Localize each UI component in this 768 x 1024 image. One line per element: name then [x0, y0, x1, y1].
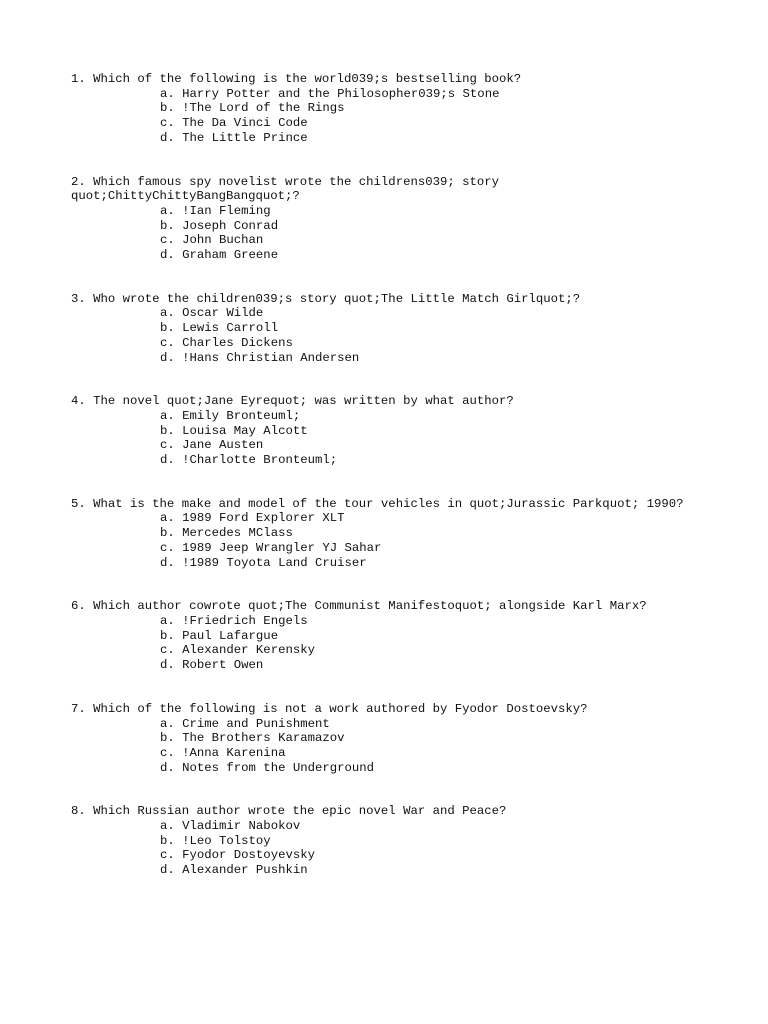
option-c: c. Jane Austen	[160, 438, 264, 453]
answer-options	[71, 717, 761, 776]
option-c: c. !Anna Karenina	[160, 745, 286, 760]
option-b: b. The Brothers Karamazov	[160, 731, 345, 746]
option-d: d. Alexander Pushkin	[160, 863, 308, 878]
question-6	[71, 599, 761, 673]
option-d: d. Robert Owen	[160, 658, 264, 673]
option-c: c. John Buchan	[160, 233, 264, 248]
question-1	[71, 72, 761, 146]
question-7	[71, 702, 761, 776]
answer-options	[71, 511, 761, 570]
option-b: b. !Leo Tolstoy	[160, 833, 271, 848]
option-a: a. !Friedrich Engels	[160, 613, 308, 628]
option-c: c. Alexander Kerensky	[160, 643, 315, 658]
question-3	[71, 292, 761, 366]
answer-options	[71, 87, 761, 146]
option-a: a. Crime and Punishment	[160, 716, 330, 731]
option-a: a. 1989 Ford Explorer XLT	[160, 511, 345, 526]
question-2	[71, 175, 761, 263]
option-a: a. Emily Bronteuml;	[160, 408, 301, 423]
option-c: c. Charles Dickens	[160, 335, 293, 350]
question-text: 1. Which of the following is the world039;s bestselling book?	[71, 72, 522, 86]
question-text: 4. The novel quot;Jane Eyrequot; was written by what author?	[71, 394, 514, 409]
option-d: d. Notes from the Underground	[160, 760, 375, 775]
question-5	[71, 497, 761, 571]
question-text-continued: quot;ChittyChittyBangBangquot;?	[71, 189, 300, 204]
option-b: b. Joseph Conrad	[160, 218, 279, 233]
option-d: d. Graham Greene	[160, 248, 279, 263]
option-a: a. Oscar Wilde	[160, 306, 264, 321]
question-text: 6. Which author cowrote quot;The Communist Manifestoquot; alongside Karl Marx?	[71, 599, 647, 614]
option-d: d. !Charlotte Bronteuml;	[160, 453, 338, 468]
quiz-document	[71, 72, 761, 907]
question-8	[71, 804, 761, 878]
question-text: 8. Which Russian author wrote the epic novel War and Peace?	[71, 804, 507, 819]
option-b: b. Mercedes MClass	[160, 526, 293, 541]
question-text: 3. Who wrote the children039;s story quot;The Little Match Girlquot;?	[71, 291, 581, 306]
answer-options	[71, 204, 761, 263]
question-text: 7. Which of the following is not a work authored by Fyodor Dostoevsky?	[71, 701, 588, 716]
answer-options	[71, 306, 761, 365]
option-c: c. Fyodor Dostoyevsky	[160, 848, 315, 863]
answer-options	[71, 819, 761, 878]
question-4	[71, 394, 761, 468]
option-d: d. The Little Prince	[160, 130, 308, 145]
option-d: d. !1989 Toyota Land Cruiser	[160, 555, 367, 570]
question-text: 5. What is the make and model of the tour vehicles in quot;Jurassic Parkquot; 1990?	[71, 496, 684, 511]
option-c: c. The Da Vinci Code	[160, 116, 308, 131]
option-b: b. Louisa May Alcott	[160, 423, 308, 438]
option-a: a. !Ian Fleming	[160, 203, 271, 218]
option-b: b. Paul Lafargue	[160, 628, 279, 643]
option-a: a. Vladimir Nabokov	[160, 819, 301, 834]
option-b: b. !The Lord of the Rings	[160, 101, 345, 116]
option-c: c. 1989 Jeep Wrangler YJ Sahar	[160, 540, 382, 555]
question-text: 2. Which famous spy novelist wrote the childrens039; story	[71, 174, 500, 189]
option-d: d. !Hans Christian Andersen	[160, 350, 360, 365]
answer-options	[71, 614, 761, 673]
option-a: a. Harry Potter and the Philosopher039;s Stone	[160, 86, 500, 101]
option-b: b. Lewis Carroll	[160, 321, 279, 336]
answer-options	[71, 409, 761, 468]
